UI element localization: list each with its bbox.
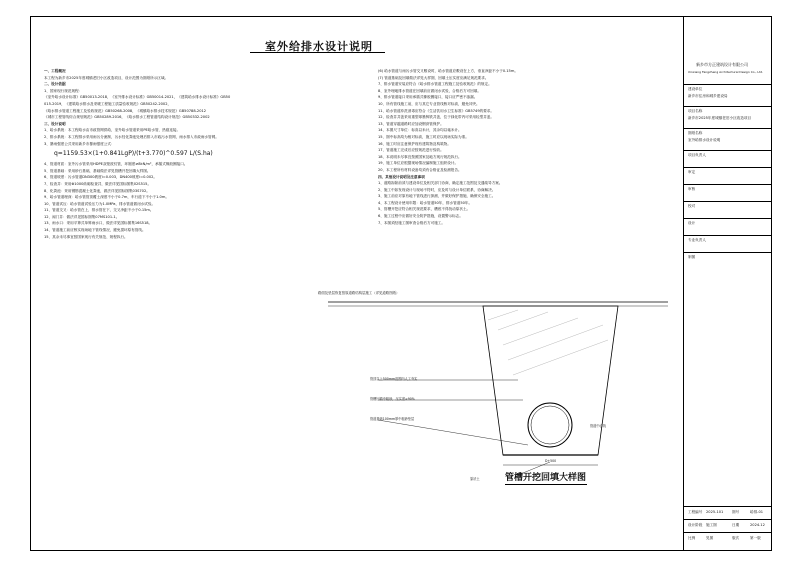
note-line: 11、给水管道冲洗消毒应符合《生活饮用水卫生标准》GB5749的要求。	[378, 108, 494, 113]
bottom-value: 2025-101	[706, 510, 724, 514]
field-label: 设计	[688, 221, 696, 225]
section-heading: 三、设计说明	[44, 121, 66, 126]
note-line: 5、管槽开挖应符合相关规范要求，槽底不得扰动原状土。	[378, 207, 471, 212]
title-block-row	[684, 150, 772, 151]
note-line: 3、施工前应对原有地下管线进行探测，并做好保护措施，确保安全施工。	[378, 194, 496, 199]
trench-walls	[483, 306, 618, 455]
note-line: 6、管道坡度：污水管道DN300坡度i=0.003，DN400坡度i=0.002。	[44, 175, 158, 180]
note-line: 8、化粪池：采用钢筋混凝土化粪池，做法详见国标图集03S702。	[44, 188, 150, 193]
note-line: 4、管道材质：室外污水管采用HDPE双壁波纹管，环刚度≥8kN/m²，承插式橡胶圈接口。	[44, 162, 188, 167]
field-label: 建设单位	[688, 87, 703, 91]
bottom-label: 比例	[688, 536, 696, 540]
detail-label-3: 管道基础100mm厚中粗砂垫层	[370, 417, 415, 421]
note-line: 17、管道施工完成后应按规范进行验收。	[378, 148, 444, 153]
title-block-row	[684, 519, 772, 520]
title-block-row	[684, 201, 772, 202]
field-label: 图纸名称	[688, 131, 703, 135]
document-title: 室外给排水设计说明	[265, 40, 373, 53]
note-line: 11、管道交叉：给水管在上，排水管在下，交叉净距不小于0.15m。	[44, 208, 154, 213]
note-line: 2、排水系统：本工程排水采用雨污分流制，污水经化粪池处理后排入市政污水管网，雨水排入市政雨水管网。	[44, 134, 219, 139]
field-label: 校对	[688, 204, 696, 208]
hatch-fill	[488, 310, 608, 375]
field-label: 项目名称	[688, 109, 703, 113]
bottom-label: 工程编号	[688, 510, 703, 514]
middle-notes-column	[378, 68, 678, 226]
note-line: 7、本图须经施工图审查合格后方可施工。	[378, 220, 445, 225]
section-heading: 四、其他设计说明及注意事项	[378, 174, 425, 179]
detail-title: 管槽开挖回填大样图	[505, 473, 587, 483]
trench-detail-drawing	[318, 290, 678, 490]
title-block-row	[684, 106, 772, 107]
note-line: 6、施工过程中应做好安全防护措施，设置警示标志。	[378, 214, 463, 219]
detail-label-5: 原状土	[470, 477, 480, 481]
bottom-value: 见图	[706, 536, 714, 540]
note-line: 10、所有管线施工前，应与其它专业管线核对标高，避免冲突。	[378, 101, 480, 106]
note-line: 1、国家现行规范规程：	[44, 88, 83, 93]
field-value: 新乡市2025年度城镇老旧小区改造项目	[688, 116, 752, 120]
field-value: 室外给排水设计说明	[688, 138, 721, 142]
note-line: 12、检查井井盖采用重型球墨铸铁井盖，位于绿化带内可采用轻型井盖。	[378, 115, 494, 120]
note-line: 1、给水系统：本工程给水由市政管网供给，室外给水管道采用PE给水管，热熔连接。	[44, 128, 181, 133]
bottom-value: 第一版	[750, 536, 761, 540]
field-label: 制图	[688, 255, 696, 259]
note-line: 12、阀门井：做法详见国标图集07MS101-1。	[44, 214, 120, 219]
note-line: 9、排水管道接口采用承插式橡胶圈接口，接口应严密不渗漏。	[378, 95, 478, 100]
detail-label-1: 管顶以上500mm范围内人工夯实	[370, 377, 418, 381]
label-leaders	[378, 380, 550, 475]
note-line: 《室外给水设计标准》GB50013-2018，《室外排水设计标准》GB50014-2021，《建筑给水排水设计标准》GB50	[44, 95, 231, 100]
bottom-value: 施工图	[706, 523, 717, 527]
bottom-label: 图号	[732, 510, 740, 514]
field-label: 审核	[688, 187, 696, 191]
company-name-en: Xinxiang Fangzheng Architectural Design Co., Ltd.	[688, 70, 764, 74]
field-label: 审定	[688, 170, 696, 174]
pipe	[528, 403, 572, 447]
bottom-value: 2024.12	[750, 523, 765, 527]
note-line: 10、管道试压：给水管道试验压力为1.0MPa，排水管道做闭水试验。	[44, 201, 156, 206]
section-heading: 一、工程概况	[44, 69, 66, 73]
title-block-row	[684, 532, 772, 533]
bottom-label: 日期	[732, 523, 740, 527]
note-line: 《给水排水管道工程施工及验收规范》GB50268-2008，《城镇给水排水技术规范》GB50788-2012	[44, 108, 207, 113]
note-line: 15、图中标高均为相对标高，施工时应以现场实际为准。	[378, 134, 469, 139]
dimension-label: D+500	[545, 459, 557, 463]
detail-label-2: 管槽回填中粗砂，压实度≥90%	[370, 397, 415, 401]
title-block	[683, 16, 772, 551]
note-line: 3、暴雨强度公式采用新乡市暴雨强度公式：	[44, 141, 115, 146]
note-line: 18、本说明未尽事宜按照国家及地方现行规范执行。	[378, 154, 462, 159]
ground-surface	[328, 302, 668, 306]
note-line: 19、施工单位应根据现场情况编制施工组织设计。	[378, 161, 459, 166]
note-line: 15、其余未尽事宜按国家现行有关规范、规程执行。	[44, 234, 128, 239]
note-line: 5、管道基础：采用砂石基础，基础做法详见管槽开挖回填大样图。	[44, 168, 151, 173]
note-line: 《城市工程管线综合规划规范》GB50289-2016，《给水排水工程管道结构设计规范》GB50332-2002	[44, 115, 210, 120]
section-heading: 二、设计依据	[44, 82, 66, 87]
note-line: 9、给水管道埋深：给水管管顶覆土深度不小于0.7m，车行道下不小于1.0m。	[44, 195, 169, 200]
note-line: 7、排水管道安装应符合《给水排水管道工程施工及验收规范》的规定。	[378, 82, 492, 87]
field-value: 新乡市住房和城乡建设局	[688, 94, 728, 98]
note-line: (6) 给水管道与雨污水管交叉敷设时，给水管道应敷设在上方，垂直净距不小于0.15m。	[378, 69, 518, 73]
note-line: 2、施工中如发现设计与现场不符时，应及时与设计单位联系，协商解决。	[378, 187, 496, 192]
note-line: 1、道路拆除前须与建设单位及相关部门协商，确定施工范围及交通疏导方案。	[378, 181, 503, 186]
title-block-row	[684, 167, 772, 168]
note-line: 13、管道穿越道路时应加设钢套管保护。	[378, 121, 444, 126]
title-block-row	[684, 506, 772, 507]
note-line: 8、室外埋地排水管道在回填前应做闭水试验，合格后方可回填。	[378, 88, 481, 93]
title-block-row	[684, 128, 772, 129]
detail-label-4: 管道中心线	[590, 424, 606, 428]
note-line: 015-2019，《建筑给水排水及采暖工程施工质量验收规范》GB50242-2002，	[44, 101, 172, 106]
note-line: 16、施工时应注意保护现有建筑物及构筑物。	[378, 141, 451, 146]
title-block-row	[684, 252, 772, 253]
detail-title-underline	[505, 484, 587, 485]
title-block-row	[684, 218, 772, 219]
title-block-row	[684, 84, 772, 85]
title-underline	[250, 52, 385, 53]
company-name: 新乡市方正建筑设计有限公司	[696, 62, 748, 67]
field-label: 专业负责人	[688, 238, 706, 242]
formula: q=1159.53×(1+0.841LgP)/(t+3.770)^0.597 L/(S.ha)	[54, 150, 213, 158]
note-line: 4、本工程设计使用年限：给水管道50年，排水管道50年。	[378, 200, 473, 205]
field-label: 项目负责人	[688, 153, 706, 157]
note-line: 14、本图尺寸单位：标高以米计，其余均以毫米计。	[378, 128, 462, 133]
left-notes-column	[44, 68, 312, 240]
bottom-label: 版次	[732, 536, 740, 540]
note-line: 7、检查井：采用Φ1000砖砌检查井，做法详见国标图集02S515。	[44, 181, 152, 186]
detail-caption: 路面及垫层恢复按原道路结构层施工（详见道路图纸）	[318, 291, 400, 295]
bottom-label: 设计阶段	[688, 523, 703, 527]
title-block-row	[684, 235, 772, 236]
title-block-row	[684, 184, 772, 185]
bottom-value: 给排-01	[750, 510, 764, 514]
note-line: 14、管道施工前应核实现场地下管线情况，避免损坏原有管线。	[44, 228, 146, 233]
note-line: 本工程为新乡市2025年度城镇老旧小区改造项目，设计范围为图纸所示区域。	[44, 75, 169, 80]
note-line: 13、雨水口：采用平箅式单箅雨水口，做法详见国标图集16S518。	[44, 221, 153, 226]
note-line: 20、本工程所有材料设备均须有合格证及检测报告。	[378, 167, 462, 172]
note-line: (7) 管道基础及回填做法详见大样图，回填土压实度应满足规范要求。	[378, 75, 489, 80]
